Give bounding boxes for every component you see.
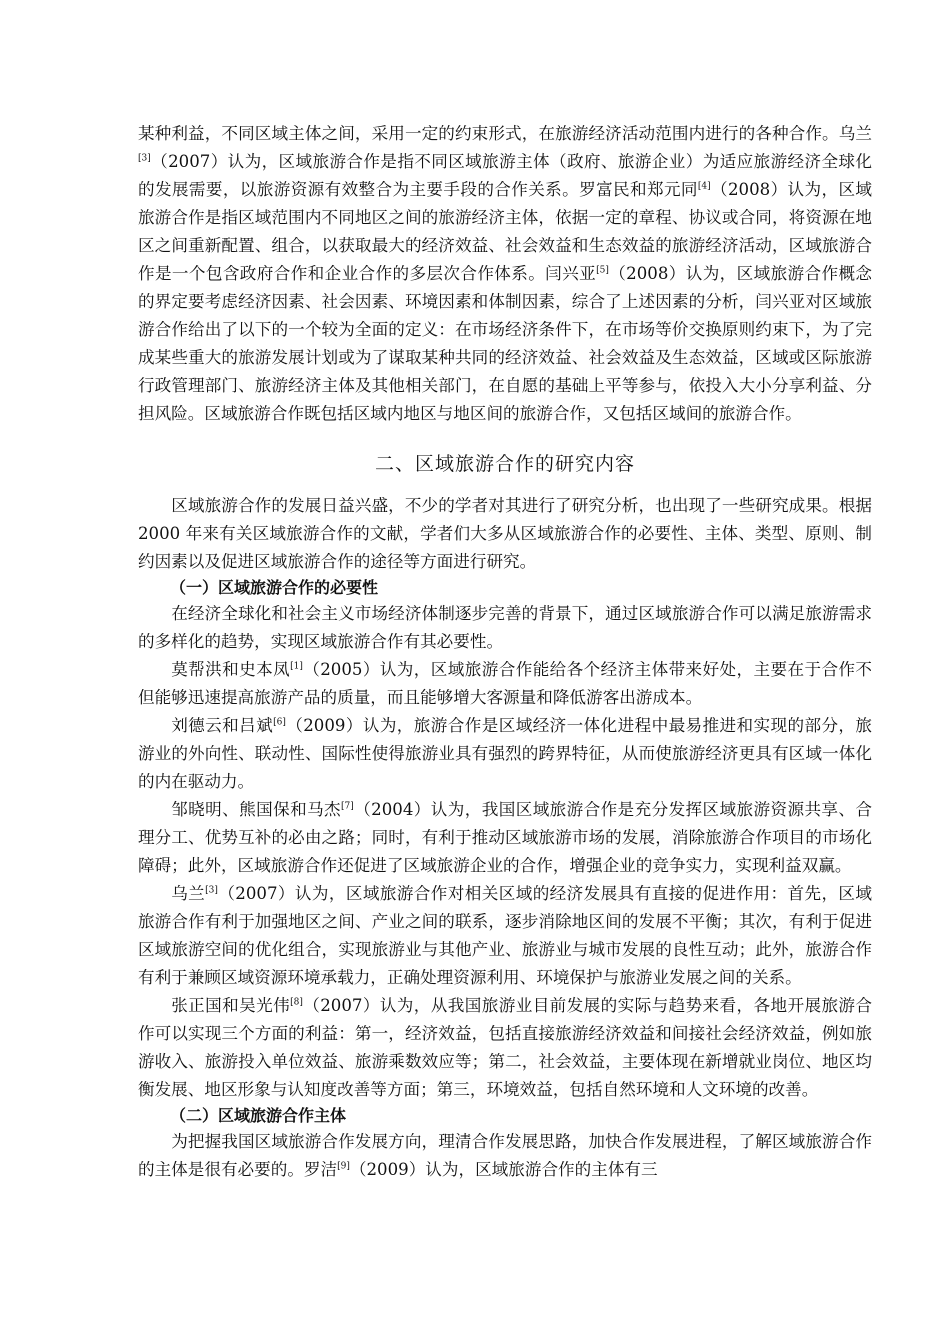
section-intro-paragraph: 区域旅游合作的发展日益兴盛，不少的学者对其进行了研究分析，也出现了一些研究成果。根据 2000 年来有关区域旅游合作的文献，学者们大多从区域旅游合作的必要性、主体、类型、原则、制约因素以及促进区域旅游合作的途径等方面进行研究。 xyxy=(138,496,872,571)
paragraph: 为把握我国区域旅游合作发展方向，理清合作发展思路，加快合作发展进程，了解区域旅游合作的主体是很有必要的。罗洁[9]（2009）认为，区域旅游合作的主体有三 xyxy=(138,1132,872,1179)
paragraph-definitions: 某种利益，不同区域主体之间，采用一定的约束形式，在旅游经济活动范围内进行的各种合作。乌兰[3]（2007）认为，区域旅游合作是指不同区域旅游主体（政府、旅游企业）为适应旅游经济全球化的发展需要，以旅游资源有效整合为主要手段的合作关系。罗富民和郑元同[4]（2008）认为，区域旅游合作是指区域范围内不同地区之间的旅游经济主体，依据一定的章程、协议或合同，将资源在地区之间重新配置、组合，以获取最大的经济效益、社会效益和生态效益的旅游经济活动，区域旅游合作是一个包含政府合作和企业合作的多层次合作体系。闫兴亚[5]（2008）认为，区域旅游合作概念的界定要考虑经济因素、社会因素、环境因素和体制因素，综合了上述因素的分析，闫兴亚对区域旅游合作给出了以下的一个较为全面的定义：在市场经济条件下，在市场等价交换原则约束下，为了完成某些重大的旅游发展计划或为了谋取某种共同的经济效益、社会效益及生态效益，区域或区际旅游行政管理部门、旅游经济主体及其他相关部门，在自愿的基础上平等参与，依投入大小分享利益、分担风险。区域旅游合作既包括区域内地区与地区间的旅游合作，又包括区域间的旅游合作。 xyxy=(138,124,873,423)
subsection-heading-subjects: （二）区域旅游合作主体 xyxy=(170,1106,347,1125)
subsection-heading-necessity: （一）区域旅游合作的必要性 xyxy=(170,578,379,597)
citation-ref: [3] xyxy=(138,153,151,164)
citation-ref: [6] xyxy=(273,717,286,728)
document-page xyxy=(138,120,872,1184)
section-title: 二、区域旅游合作的研究内容 xyxy=(374,453,635,475)
citation-ref: [3] xyxy=(205,885,218,896)
citation-ref: [5] xyxy=(596,265,609,276)
paragraph: 乌兰[3]（2007）认为，区域旅游合作对相关区域的经济发展具有直接的促进作用：首先，区域旅游合作有利于加强地区之间、产业之间的联系，逐步消除地区间的发展不平衡；其次，有利于促进区域旅游空间的优化组合，实现旅游业与其他产业、旅游业与城市发展的良性互动；此外，旅游合作有利于兼顾区域资源环境承载力，正确处理资源利用、环境保护与旅游业发展之间的关系。 xyxy=(138,884,873,987)
paragraph: 张正国和吴光伟[8]（2007）认为，从我国旅游业目前发展的实际与趋势来看，各地开展旅游合作可以实现三个方面的利益：第一，经济效益，包括直接旅游经济效益和间接社会经济效益，例如旅游收入、旅游投入单位效益、旅游乘数效应等；第二，社会效益，主要体现在新增就业岗位、地区均衡发展、地区形象与认知度改善等方面；第三，环境效益，包括自然环境和人文环境的改善。 xyxy=(138,996,873,1099)
citation-ref: [1] xyxy=(290,661,303,672)
paragraph: 莫帮洪和史本凤[1]（2005）认为，区域旅游合作能给各个经济主体带来好处，主要在于合作不但能够迅速提高旅游产品的质量，而且能够增大客源量和降低游客出游成本。 xyxy=(138,660,873,707)
paragraph: 在经济全球化和社会主义市场经济体制逐步完善的背景下，通过区域旅游合作可以满足旅游需求的多样化的趋势，实现区域旅游合作有其必要性。 xyxy=(138,604,872,651)
paragraph: 刘德云和吕斌[6]（2009）认为，旅游合作是区域经济一体化进程中最易推进和实现的部分，旅游业的外向性、联动性、国际性使得旅游业具有强烈的跨界特征，从而使旅游经济更具有区域一体化的内在驱动力。 xyxy=(138,716,873,791)
citation-ref: [9] xyxy=(337,1161,350,1172)
citation-ref: [8] xyxy=(290,997,303,1008)
citation-ref: [7] xyxy=(341,801,354,812)
paragraph: 邹晓明、熊国保和马杰[7]（2004）认为，我国区域旅游合作是充分发挥区域旅游资源共享、合理分工、优势互补的必由之路；同时，有利于推动区域旅游市场的发展，消除旅游合作项目的市场化障碍；此外，区域旅游合作还促进了区域旅游企业的合作，增强企业的竞争实力，实现利益双赢。 xyxy=(138,800,873,875)
citation-ref: [4] xyxy=(697,181,711,192)
